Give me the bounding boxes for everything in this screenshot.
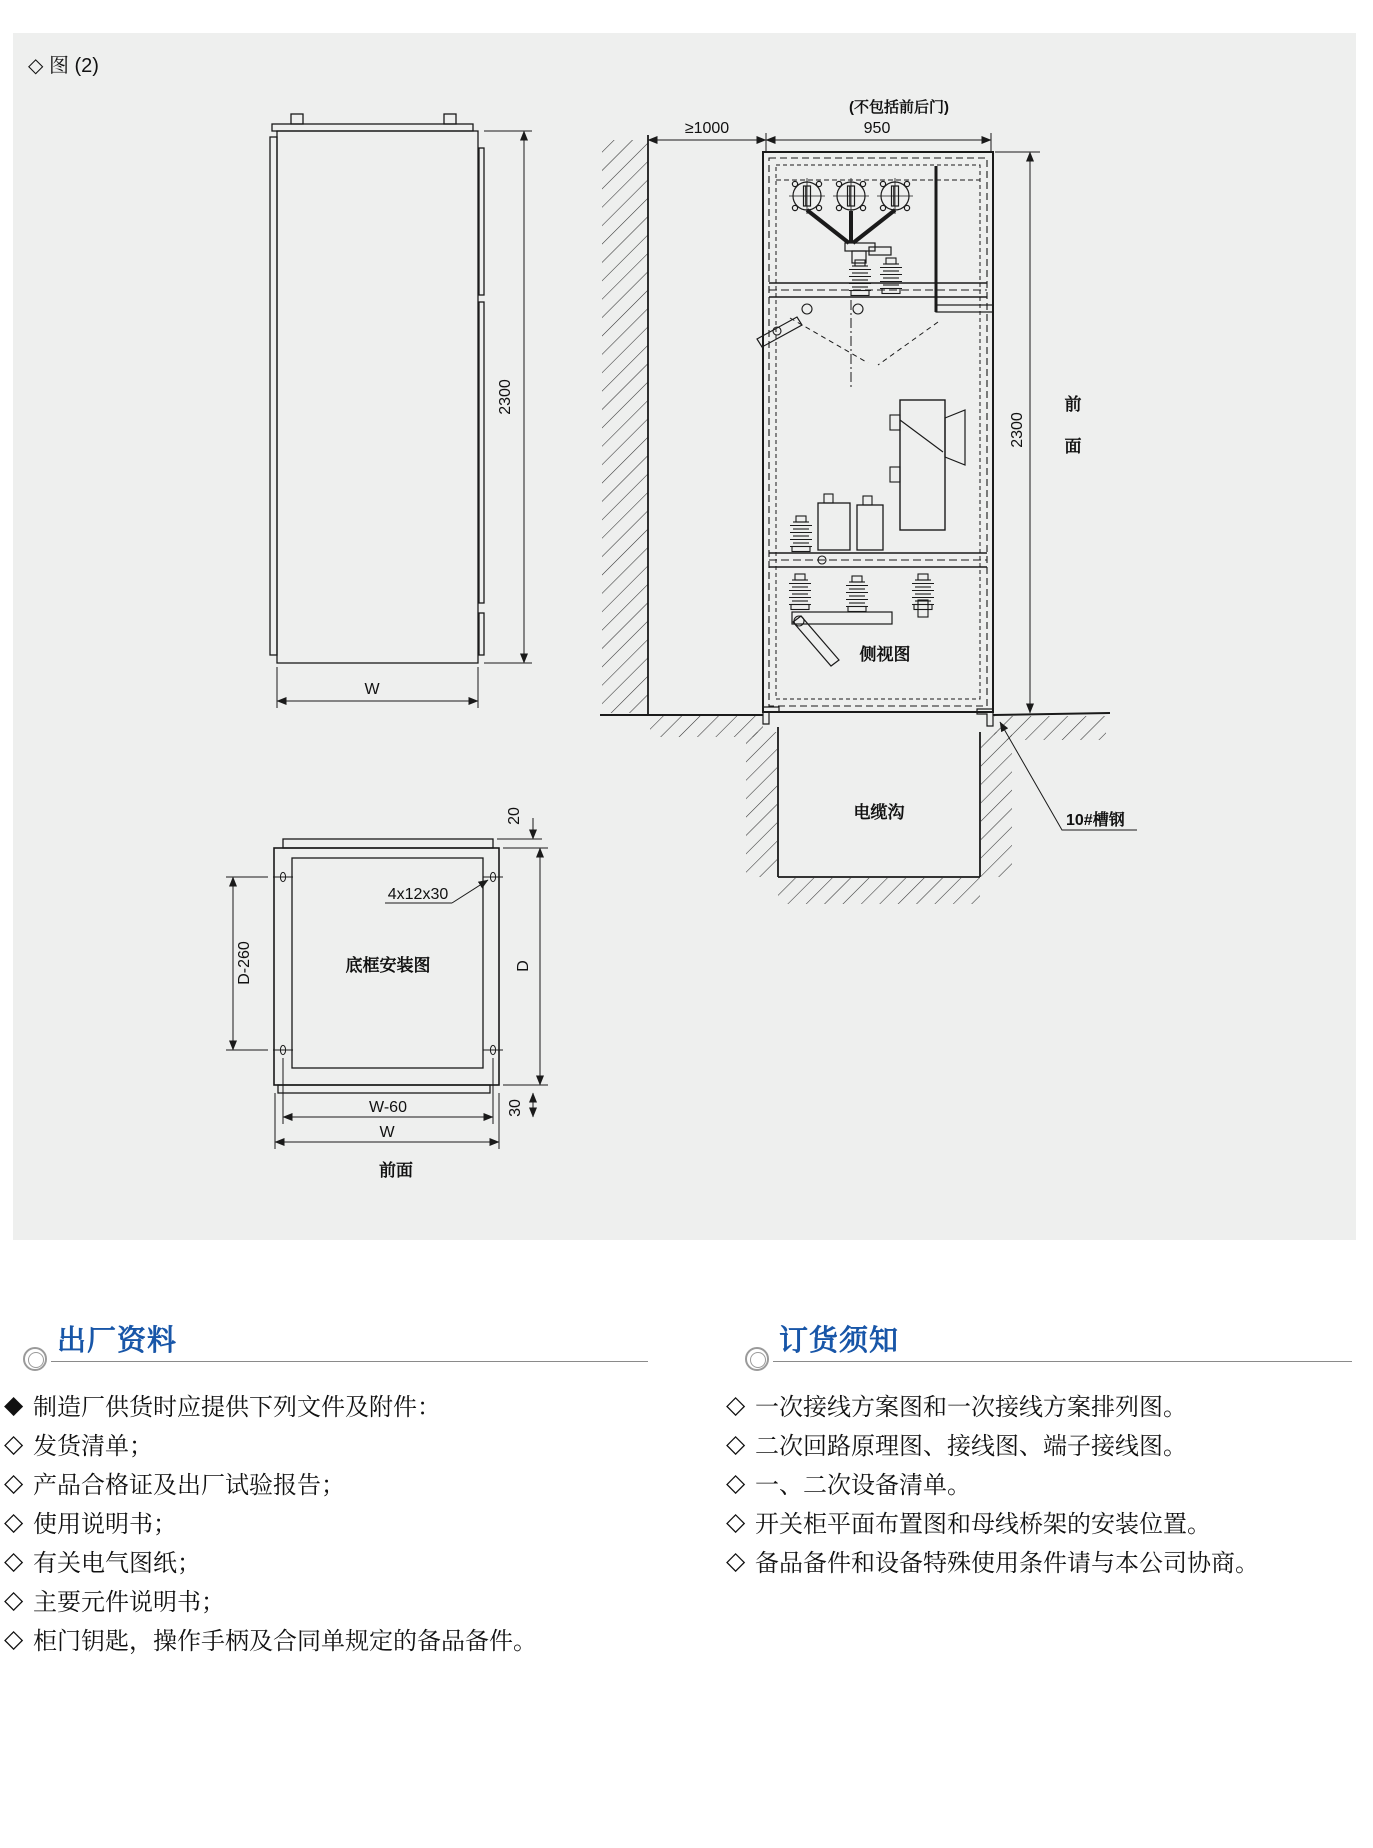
- list-item-text: 一、二次设备清单。: [755, 1472, 971, 1499]
- diamond-icon: ◇: [4, 1507, 24, 1536]
- section-factory-docs: [4, 1318, 664, 1655]
- diamond-icon: ◇: [726, 1390, 746, 1419]
- list-item: [4, 1463, 537, 1502]
- diamond-icon: ◇: [726, 1546, 746, 1575]
- dim-side-width: 950: [863, 120, 891, 137]
- dim-depth-minus: D-260: [236, 941, 253, 985]
- list-item-text: 产品合格证及出厂试验报告；: [33, 1472, 345, 1499]
- diamond-filled-icon: ◆: [4, 1390, 24, 1419]
- list-item-text: 柜门钥匙，操作手柄及合同单规定的备品备件。: [33, 1628, 537, 1655]
- front-face-label-1: 前: [1064, 395, 1082, 414]
- list-item: [4, 1424, 537, 1463]
- side-view-label: 侧视图: [859, 645, 911, 664]
- diamond-icon: ◇: [4, 1624, 24, 1653]
- list-item-text: 主要元件说明书；: [33, 1589, 225, 1616]
- list-item: [726, 1424, 1259, 1463]
- list-item-text: 制造厂供货时应提供下列文件及附件：: [33, 1394, 441, 1421]
- section-ordering-notes: [726, 1318, 1373, 1577]
- dim-top-offset: 20: [506, 807, 523, 825]
- ordering-notes-title: 订货须知: [779, 1325, 900, 1357]
- list-item: [4, 1502, 537, 1541]
- ordering-notes-list: [726, 1385, 1259, 1580]
- list-item: [726, 1541, 1259, 1580]
- diamond-icon: ◇: [4, 1468, 24, 1497]
- list-item-text: 有关电气图纸；: [33, 1550, 201, 1577]
- list-item-text: 一次接线方案图和一次接线方案排列图。: [755, 1394, 1187, 1421]
- dim-base-width: W: [379, 1124, 395, 1141]
- list-item: [4, 1619, 537, 1658]
- list-item: [726, 1502, 1259, 1541]
- dim-slot-size: 4x12x30: [387, 886, 449, 903]
- ring-icon: [23, 1347, 47, 1371]
- diagram-panel: [13, 33, 1356, 1240]
- diamond-icon: ◇: [4, 1429, 24, 1458]
- divider: [51, 1361, 648, 1362]
- channel-steel-label: 10#槽钢: [1066, 812, 1125, 829]
- figure-label: ◇ 图 (2): [28, 55, 99, 77]
- ring-icon: [745, 1347, 769, 1371]
- list-item-text: 使用说明书；: [33, 1511, 177, 1538]
- base-frame-title: 底框安装图: [345, 956, 431, 975]
- dim-bottom-offset: 30: [507, 1099, 524, 1117]
- list-item: [726, 1463, 1259, 1502]
- dim-depth: D: [515, 960, 532, 972]
- list-item-text: 二次回路原理图、接线图、端子接线图。: [755, 1433, 1187, 1460]
- diamond-icon: ◇: [726, 1429, 746, 1458]
- dim-clearance: ≥1000: [684, 120, 730, 137]
- base-frame-front-label: 前面: [379, 1161, 413, 1180]
- list-item: [4, 1580, 537, 1619]
- divider: [773, 1361, 1352, 1362]
- diamond-icon: ◇: [726, 1468, 746, 1497]
- note-doors: (不包括前后门): [849, 99, 949, 116]
- dim-side-height: 2300: [1009, 412, 1026, 448]
- dim-front-height: 2300: [497, 379, 514, 415]
- diamond-icon: ◇: [4, 1546, 24, 1575]
- list-item: [4, 1541, 537, 1580]
- factory-docs-title: 出厂资料: [57, 1325, 178, 1357]
- list-item-text: 发货清单；: [33, 1433, 153, 1460]
- dim-width-minus: W-60: [369, 1099, 407, 1116]
- diamond-icon: ◇: [726, 1507, 746, 1536]
- front-face-label-2: 面: [1064, 437, 1082, 456]
- factory-docs-list: [4, 1385, 537, 1658]
- list-item-text: 开关柜平面布置图和母线桥架的安装位置。: [755, 1511, 1211, 1538]
- list-item: [4, 1385, 537, 1424]
- diamond-icon: ◇: [4, 1585, 24, 1614]
- cable-trench-label: 电缆沟: [853, 803, 905, 822]
- dim-front-width: W: [364, 681, 380, 698]
- list-item-text: 备品备件和设备特殊使用条件请与本公司协商。: [755, 1550, 1259, 1577]
- list-item: [726, 1385, 1259, 1424]
